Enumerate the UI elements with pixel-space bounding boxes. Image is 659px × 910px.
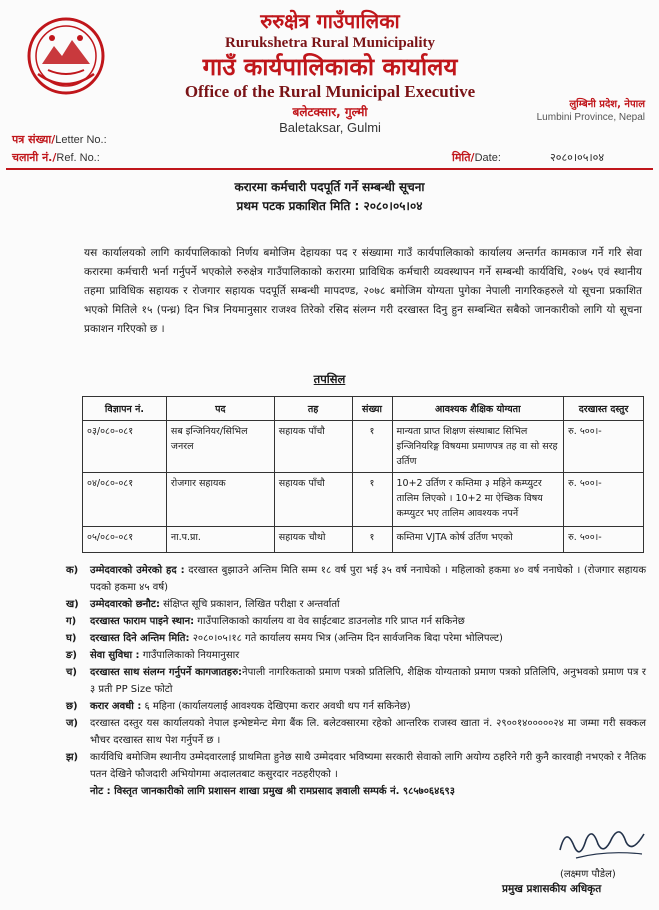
signatory-name: (लक्ष्मण पौडेल) xyxy=(560,869,616,880)
municipality-name-np: रुरुक्षेत्र गाउँपालिका xyxy=(260,9,400,33)
vacancy-table xyxy=(82,396,644,553)
table-header: पद xyxy=(166,397,274,421)
list-item xyxy=(66,715,646,749)
item-text: ६ महिना (कार्यालयलाई आवश्यक देखिएमा करार अवधी थप गर्न सकिनेछ) xyxy=(141,701,411,712)
item-heading: करार अवधी : xyxy=(90,701,142,712)
item-label: क) xyxy=(66,565,79,576)
list-item xyxy=(66,630,646,647)
table-cell: 10+2 उर्तिण र कम्तिमा ३ महिने कम्प्युटर तालिम लिएको । 10+2 मा ऐच्छिक विषय कम्प्युटर भए तालिम आवश्यक नपर्ने xyxy=(392,473,564,527)
list-item xyxy=(66,613,646,630)
table-row xyxy=(83,527,644,553)
item-text: २०८०।०५।१८ गते कार्यालय समय भित्र (अन्तिम दिन सार्वजनिक बिदा परेमा भोलिपल्ट) xyxy=(189,633,503,644)
table-cell: ०४/०८०-०८१ xyxy=(83,473,167,527)
table-header: आवश्यक शैक्षिक योग्यता xyxy=(392,397,564,421)
table-header: दरखास्त दस्तुर xyxy=(564,397,644,421)
office-name-np: गाउँ कार्यपालिकाको कार्यालय xyxy=(202,53,458,81)
list-item xyxy=(66,698,646,715)
table-cell: ०५/०८०-०८१ xyxy=(83,527,167,553)
item-label: झ) xyxy=(66,752,79,763)
province-np: लुम्बिनी प्रदेश, नेपाल xyxy=(569,99,645,110)
letterhead xyxy=(150,8,510,136)
table-cell: १ xyxy=(352,473,392,527)
notice-subtitle: प्रथम पटक प्रकाशित मिति : २०८०।०५।०४ xyxy=(236,199,423,213)
table-cell: ०३/०८०-०८१ xyxy=(83,421,167,473)
table-cell: सहायक चौथो xyxy=(274,527,352,553)
table-row xyxy=(83,473,644,527)
date-value: २०८०।०५।०४ xyxy=(550,151,605,164)
conditions-list xyxy=(66,562,646,800)
item-text: गाउँपालिकाको कार्यालय वा वेव साईटबाट डाउनलोड गरि प्राप्त गर्न सकिनेछ xyxy=(194,616,465,627)
office-name-en: Office of the Rural Municipal Executive xyxy=(184,82,476,101)
item-label: च) xyxy=(66,667,77,678)
item-text: नेपाली नागरिकताको प्रमाण पत्रको प्रतिलिपि, शैक्षिक योग्यताको प्रमाण पत्रको प्रतिलिपि, अनुभवको प्रमाण पत्र र ३ प्रती PP Size फोटो xyxy=(90,667,646,695)
municipality-emblem-icon xyxy=(26,16,106,96)
item-heading: सेवा सुविधा : xyxy=(90,650,140,661)
letter-no-row xyxy=(12,132,107,147)
table-cell: रोजगार सहायक xyxy=(166,473,274,527)
list-item xyxy=(66,749,646,783)
table-header: तह xyxy=(274,397,352,421)
date-label-en: Date: xyxy=(474,152,501,164)
item-text: गाउँपालिकाको नियमानुसार xyxy=(139,650,240,661)
table-caption: तपसिल xyxy=(313,372,346,386)
signatory-post: प्रमुख प्रशासकीय अधिकृत xyxy=(502,883,602,895)
table-header: संख्या xyxy=(352,397,392,421)
table-cell: ना.प.प्रा. xyxy=(166,527,274,553)
letter-no-label-np: पत्र संख्या/ xyxy=(12,133,56,146)
intro-paragraph: यस कार्यालयको लागि कार्यपालिकाको निर्णय बमोजिम देहायका पद र संख्यामा गाउँ कार्यपालिकाको कार्यालय अन्तर्गत कामकाज गर्ने गरि सेवा करारमा कर्मचारी भर्ना गर्नुपर्ने भएकोले रुरुक्षेत्र गाउँपालिकाको करारमा प्राविधिक कर्मचारी व्यवस्थापन गर्ने सम्बन्धी कार्यविधि, २०७५ एवं स्थानीय तहमा प्राविधिक सहायक र रोजगार सहायक पदपूर्ति सम्बन्धी मापदण्ड, २०७८ बमोजिम योग्यता पुगेका नेपाली नागरिकहरुले यो सूचना प्रकाशित भएको मितिले १५ (पन्ध्र) दिन भित्र नियमानुसार राजश्व तिरेको रसिद संलग्न गरी दरखास्त दिनु हुन सम्बन्धित सबैको जानकारीको लागि यो सूचना प्रकाशन गरिएको छ । xyxy=(84,247,642,335)
item-text: संक्षिप्त सूचि प्रकाशन, लिखित परीक्षा र अन्तर्वार्ता xyxy=(159,599,340,610)
notice-title: करारमा कर्मचारी पदपूर्ति गर्ने सम्बन्धी सूचना xyxy=(234,180,425,194)
item-heading: दरखास्त दिने अन्तिम मिति: xyxy=(90,633,190,644)
list-item xyxy=(66,596,646,613)
contact-note: नोट : विस्तृत जानकारीको लागि प्रशासन शाखा प्रमुख श्री रामप्रसाद ज्ञवाली सम्पर्क नं. ९८५७०६४६९३ xyxy=(90,786,455,797)
province-block xyxy=(537,96,645,123)
item-label: ख) xyxy=(66,599,79,610)
table-cell: १ xyxy=(352,527,392,553)
table-row xyxy=(83,421,644,473)
item-label: ङ) xyxy=(66,650,77,661)
table-cell: सहायक पाँचौ xyxy=(274,473,352,527)
item-label: घ) xyxy=(66,633,77,644)
province-en: Lumbini Province, Nepal xyxy=(536,112,645,123)
table-header: विज्ञापन नं. xyxy=(83,397,167,421)
item-heading: दरखास्त फाराम पाइने स्थान: xyxy=(90,616,195,627)
ref-no-row xyxy=(12,150,100,165)
ref-no-label-np: चलानी नं./ xyxy=(12,151,57,164)
table-cell: कम्तिमा VJTA कोर्ष उर्तिण भएको xyxy=(392,527,564,553)
ref-no-label-en: Ref. No.: xyxy=(56,152,100,164)
place-en: Baletaksar, Gulmi xyxy=(279,120,381,135)
item-label: ज) xyxy=(66,718,78,729)
item-text: दरखास्त बुझाउने अन्तिम मिति सम्म १८ वर्ष पुरा भई ३५ वर्ष ननाघेको । महिलाको हकमा ४० वर्ष ननाघेको । (रोजगार सहायक पदको हकमा ४५ वर्ष) xyxy=(90,565,646,593)
table-cell: सब इन्जिनियर/सिभिल जनरल xyxy=(166,421,274,473)
table-cell: रु. ५००।- xyxy=(564,527,644,553)
municipality-name-en: Rurukshetra Rural Municipality xyxy=(224,35,435,51)
letter-no-label-en: Letter No.: xyxy=(55,134,107,146)
list-item xyxy=(66,664,646,698)
date-label xyxy=(452,150,501,165)
item-label: छ) xyxy=(66,701,78,712)
table-cell: मान्यता प्राप्त शिक्षण संस्थाबाट सिभिल इन्जिनियरिङ्ग विषयमा प्रमाणपत्र तह वा सो सरह उर्तिण xyxy=(392,421,564,473)
item-text: कार्यविधि बमोजिम स्थानीय उम्मेदवारलाई प्राथमिता हुनेछ साथै उम्मेदवार भविष्यमा सरकारी सेवाको लागि अयोग्य ठहरिने गरी कुनै कारवाही नभएको र नैतिक पतन देखिने फौजदारी अभियोगमा अदालतबाट कसुरदार नठहरीएको । xyxy=(90,752,646,780)
item-heading: उम्मेदवारको छनौट: xyxy=(90,599,160,610)
table-header-row xyxy=(83,397,644,421)
place-np: बलेटक्सार, गुल्मी xyxy=(292,105,368,119)
date-label-np: मिति/ xyxy=(452,151,475,164)
list-item xyxy=(66,647,646,664)
table-cell: रु. ५००।- xyxy=(564,421,644,473)
table-cell: सहायक पाँचौ xyxy=(274,421,352,473)
table-cell: १ xyxy=(352,421,392,473)
item-label: ग) xyxy=(66,616,77,627)
item-text: दरखास्त दस्तुर यस कार्यालयको नेपाल इन्भेष्टमेन्ट मेगा बैंक लि. बलेटक्सारमा रहेको आन्तरिक राजस्व खाता नं. २९००१४०००००२४ मा जम्मा गरी सक्कल भौचर दरखास्त साथ पेश गर्नुपर्ने छ । xyxy=(90,718,646,746)
list-item xyxy=(66,562,646,596)
table-cell: रु. ५००।- xyxy=(564,473,644,527)
signature-mark-icon xyxy=(556,820,652,870)
header-divider xyxy=(6,168,653,170)
item-heading: उम्मेदवारको उमेरको हद : xyxy=(90,565,185,576)
item-heading: दरखास्त साथ संलग्न गर्नुपर्ने कागजातहरु: xyxy=(90,667,243,678)
